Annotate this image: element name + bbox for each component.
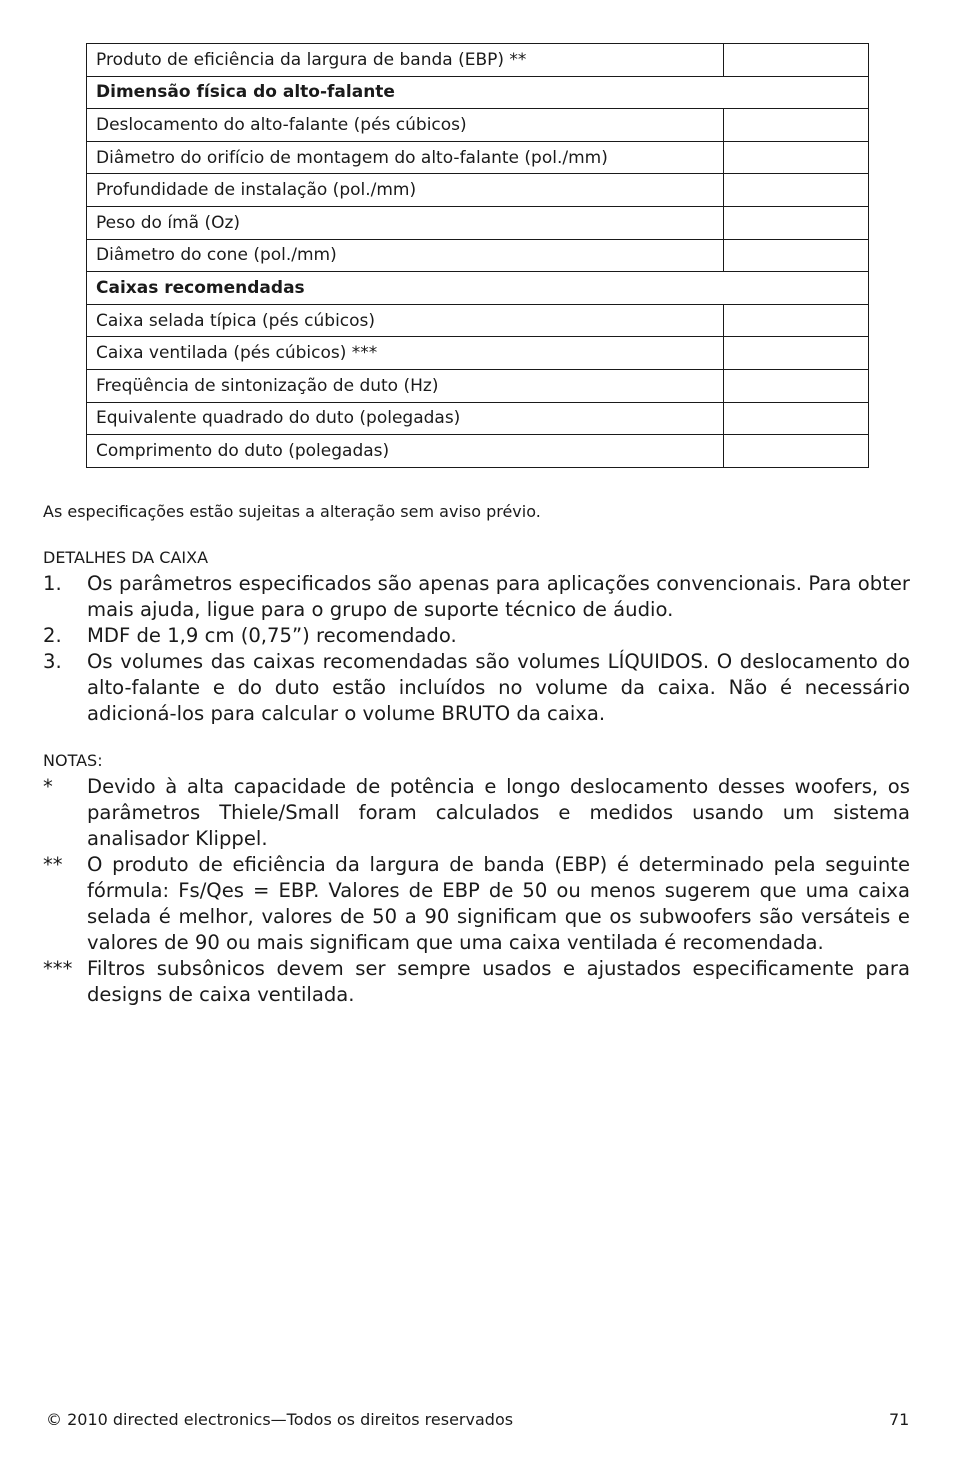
spec-value: [724, 141, 869, 174]
note-item: [43, 956, 910, 1008]
table-section-row: [87, 76, 869, 109]
spec-value: [724, 402, 869, 435]
box-detail-item: [43, 571, 910, 623]
list-marker: 1.: [43, 572, 62, 595]
notes-heading: NOTAS:: [43, 751, 103, 770]
spec-label: Diâmetro do orifício de montagem do alto-falante (pol./mm): [87, 141, 724, 174]
list-text: Devido à alta capacidade de potência e longo deslocamento desses woofers, os parâmetros Thiele/Small foram calculados e medidos usando um sistema analisador Klippel.: [87, 775, 910, 850]
table-row: [87, 109, 869, 142]
specifications-table: [86, 43, 869, 468]
box-details-heading: DETALHES DA CAIXA: [43, 548, 209, 567]
spec-value: [724, 109, 869, 142]
spec-label: Caixa selada típica (pés cúbicos): [87, 304, 724, 337]
list-text: Filtros subsônicos devem ser sempre usados e ajustados especificamente para designs de caixa ventilada.: [87, 957, 910, 1006]
table-row: [87, 44, 869, 77]
list-text: Os parâmetros especificados são apenas para aplicações convencionais. Para obter mais ajuda, ligue para o grupo de suporte técnico de áudio.: [87, 572, 910, 621]
list-marker: ***: [43, 957, 73, 980]
spec-value: [724, 337, 869, 370]
spec-label: Comprimento do duto (polegadas): [87, 435, 724, 468]
spec-label: Peso do ímã (Oz): [87, 206, 724, 239]
spec-value: [724, 239, 869, 272]
spec-label: Produto de eficiência da largura de banda (EBP) **: [87, 44, 724, 77]
disclaimer-text: As especificações estão sujeitas a alteração sem aviso prévio.: [43, 502, 541, 521]
box-detail-item: [43, 649, 910, 727]
box-detail-item: [43, 623, 910, 649]
section-heading: Dimensão física do alto-falante: [87, 76, 869, 109]
list-marker: 2.: [43, 624, 62, 647]
table-row: [87, 141, 869, 174]
specifications-table-body: [87, 44, 869, 468]
note-item: [43, 852, 910, 956]
notes-list: [43, 774, 910, 1008]
spec-value: [724, 304, 869, 337]
spec-value: [724, 369, 869, 402]
table-row: [87, 435, 869, 468]
note-item: [43, 774, 910, 852]
table-row: [87, 402, 869, 435]
box-details-list: [43, 571, 910, 727]
table-row: [87, 337, 869, 370]
table-row: [87, 206, 869, 239]
list-marker: 3.: [43, 650, 62, 673]
table-row: [87, 239, 869, 272]
spec-label: Deslocamento do alto-falante (pés cúbicos): [87, 109, 724, 142]
spec-value: [724, 174, 869, 207]
spec-label: Caixa ventilada (pés cúbicos) ***: [87, 337, 724, 370]
list-text: Os volumes das caixas recomendadas são volumes LÍQUIDOS. O deslocamento do alto-falante e do duto estão incluídos no volume da caixa. Não é necessário adicioná-los para calcular o volume BRUTO da caixa.: [87, 650, 910, 725]
footer-copyright: © 2010 directed electronics—Todos os direitos reservados: [46, 1410, 514, 1429]
list-marker: *: [43, 775, 53, 798]
list-text: MDF de 1,9 cm (0,75”) recomendado.: [87, 624, 457, 647]
spec-value: [724, 44, 869, 77]
table-row: [87, 174, 869, 207]
page-number: 71: [889, 1410, 910, 1429]
spec-label: Equivalente quadrado do duto (polegadas): [87, 402, 724, 435]
table-row: [87, 369, 869, 402]
section-heading: Caixas recomendadas: [87, 272, 869, 305]
spec-label: Diâmetro do cone (pol./mm): [87, 239, 724, 272]
spec-label: Profundidade de instalação (pol./mm): [87, 174, 724, 207]
table-section-row: [87, 272, 869, 305]
spec-value: [724, 435, 869, 468]
list-text: O produto de eficiência da largura de banda (EBP) é determinado pela seguinte fórmula: Fs/Qes = EBP. Valores de EBP de 50 ou menos sugerem que uma caixa selada é melhor, valores de 50 a 90 significam que os subwoofers são versáteis e valores de 90 ou mais significam que uma caixa ventilada é recomendada.: [87, 853, 910, 954]
spec-value: [724, 206, 869, 239]
spec-label: Freqüência de sintonização de duto (Hz): [87, 369, 724, 402]
table-row: [87, 304, 869, 337]
list-marker: **: [43, 853, 63, 876]
